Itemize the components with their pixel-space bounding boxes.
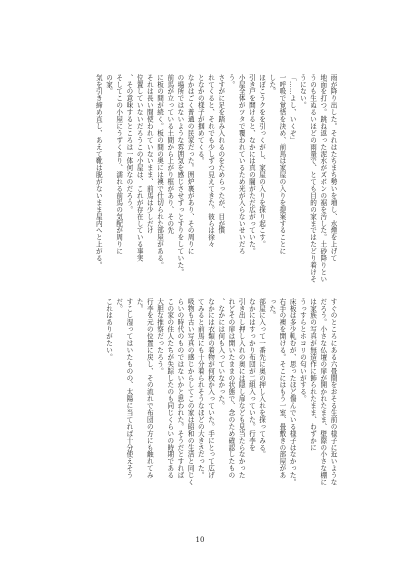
text-line: すこし湿ってはいたものの、太陽に当てれば十分使えそう (124, 298, 133, 479)
text-line: なかにはすっかり布団が二組入っていた。行李を (247, 298, 256, 451)
text-line: となかの様子が掴めてくる。 (196, 74, 205, 165)
text-line: は家族の写真が無造作に飾られたまま、わずかに (308, 298, 317, 451)
text-line: 吸物も古い写真の感じからしてこの家は昭和の生活と同じく (186, 298, 195, 486)
text-line: 、その意味するところは一体何なのだろう。 (124, 74, 133, 213)
text-block-upper (66, 74, 338, 286)
text-line: 「……よし、いくぞ」 (288, 74, 297, 144)
text-line: の場所ではないような雰囲気を感じさせずっとすりをしていた。 (175, 74, 184, 276)
text-line: この家の住人たちが失踪したのも同じくらいの時期である (165, 298, 174, 479)
text-line: 引き出し押し入れの奥には隠し扉なども見当たらなかった (237, 298, 246, 479)
text-line: 雨が降り出した。それはたちまち勢いを増し、水煙を上げて (329, 74, 337, 262)
text-line: すぐのところにある六畳間をおそる生前の様子に近いような (329, 298, 337, 486)
text-line: 気を引き締め直し、あえて靴は脱がないまま屋内へと上がる。 (94, 74, 103, 269)
text-line: 床板は多少軋むが、思ったほど傷んでいる様子はなかった。 (288, 298, 297, 486)
text-line: 地面を打つ。跳ね返った泥水がズボンの裾を汚した。土砂降りとい (318, 74, 327, 283)
text-line: 大胆な推察だったろう。 (155, 298, 164, 375)
text-line: なかには衣類の着物が何枚か入っていた。手にとって広げ (206, 298, 215, 479)
text-line: に板の間が続く。板の間の奥には襖で仕切られた部屋がある。 (155, 74, 164, 269)
text-line: した。 (267, 74, 276, 95)
text-block-lower (66, 298, 338, 510)
text-line: った。 (267, 298, 276, 319)
text-line: うっすらとホコリの匂いがする。 (298, 298, 307, 403)
text-line: ほぼこうクをを引っくがし、家屋の入りを探り起こす。 (257, 74, 266, 248)
page-number: 10 (195, 536, 205, 544)
text-line: らいの時代のものではないかと思われた。そうだとすれば (175, 298, 184, 479)
text-line: 位置していないだろうこの小屋は、これが存在している事実 (135, 74, 144, 262)
text-line: 行李を元の位置に戻し、その流れで布団の方にも触れてみ (145, 298, 154, 479)
text-line: の家。 (104, 74, 113, 95)
text-line: それは長い間使われていないまま、前馬は少しだけ (145, 74, 154, 234)
text-line: 引き戸を開けると、なかには真の闇がただ広がっていた。 (247, 74, 256, 255)
text-line: 前馬が立っている土間から上がり框があり、その先 (165, 74, 174, 234)
text-line: う。 (226, 74, 235, 88)
text-line: うにない。 (298, 74, 307, 109)
text-line: 一呼吸で覚悟を決め、前馬は家屋の入りを提案することに (277, 74, 286, 255)
text-line: た。 (135, 298, 144, 312)
text-line: なかはごく普通の民家だった。囲炉裏があり、その周りに (186, 74, 195, 255)
text-line: うのも生ぬるいほどの雨量で、とても目的の家まではたどり着けそ (308, 74, 317, 283)
text-line: これはありがたい。 (104, 298, 113, 361)
text-line: 、なかには何も入っていなかった。 (216, 298, 225, 410)
text-line: だろう。小さな仏壇の扉が開かれたまま、壁際の小さな棚に (318, 298, 327, 486)
text-line: てみると前馬にも十分着られそうなほどの大きさだった。 (196, 298, 205, 479)
text-line: れてくると、それでも少しずつ見えてきた。彼らは徐々 (206, 74, 215, 248)
text-line: 小屋全体がツタで覆われているため光が入らないせいだろ (237, 74, 246, 255)
text-line: さすがに足を踏み入れるのをためらったが、目が慣 (216, 74, 225, 234)
text-line: だ。 (114, 298, 123, 312)
text-line: 部屋に入って一番先に奥の押し入れを探ってみる。 (257, 298, 266, 458)
text-line: 右手の襖を開ける。そこにはもう一室、畳敷きの部屋があ (277, 298, 286, 479)
text-line: れどその扉は開いたままの状態で、念のため確認したもの (226, 298, 235, 479)
text-line: そしてこの小屋にうずくまり、濡れる前馬の気配が周りに (114, 74, 123, 255)
